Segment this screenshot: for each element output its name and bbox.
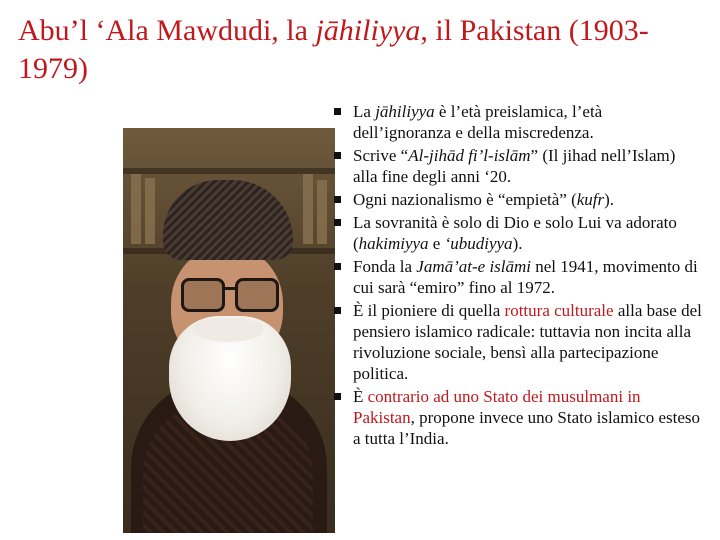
book-spine [317, 180, 327, 244]
square-bullet-icon [334, 263, 341, 270]
glasses-bridge [222, 287, 235, 290]
bullet-item-nationalism: Ogni nazionalismo è “empietà” (kufr). [332, 189, 704, 210]
square-bullet-icon [334, 393, 341, 400]
bullet-item-cultural-rupture: È il pioniere di quella rottura culturale alla base del pensiero islamico radicale: tuttavia non incita alla rivoluzione sociale, bensì alla partecipazione politica. [332, 300, 704, 384]
square-bullet-icon [334, 219, 341, 226]
title-part-1: Abu’l ‘Ala Mawdudi, la [18, 14, 316, 47]
title-italic-term: jāhiliyya [315, 14, 421, 47]
bullet-item-sovereignty: La sovranità è solo di Dio e solo Lui va adorato (hakimiyya e ‘ubudiyya). [332, 212, 704, 254]
book-spine [145, 178, 155, 244]
slide-title [18, 12, 708, 88]
bullet-item-jahiliyya: La jāhiliyya è l’età preislamica, l’età dell’ignoranza e della miscredenza. [332, 101, 704, 143]
bullet-item-pakistan-stance: È contrario ad uno Stato dei musulmani in Pakistan, propone invece uno Stato islamico esteso a tutta l’India. [332, 386, 704, 449]
bullet-item-jamaat: Fonda la Jamā’at-e islāmi nel 1941, movimento di cui sarà “emiro” fino al 1972. [332, 256, 704, 298]
book-spine [303, 174, 313, 244]
square-bullet-icon [334, 196, 341, 203]
book-spine [131, 174, 141, 244]
karakul-hat [163, 180, 293, 260]
glasses-lens-left [181, 278, 225, 312]
mustache [193, 318, 263, 342]
bullet-item-jihad-book: Scrive “Al-jihād fi’l-islām” (Il jihad nell’Islam) alla fine degli anni ‘20. [332, 145, 704, 187]
title-part-2: , il Pakistan (1903-1979) [18, 14, 649, 85]
bullet-list [332, 101, 704, 451]
square-bullet-icon [334, 152, 341, 159]
square-bullet-icon [334, 307, 341, 314]
square-bullet-icon [334, 108, 341, 115]
portrait-photo [123, 128, 335, 533]
glasses-lens-right [235, 278, 279, 312]
glasses [181, 278, 281, 312]
